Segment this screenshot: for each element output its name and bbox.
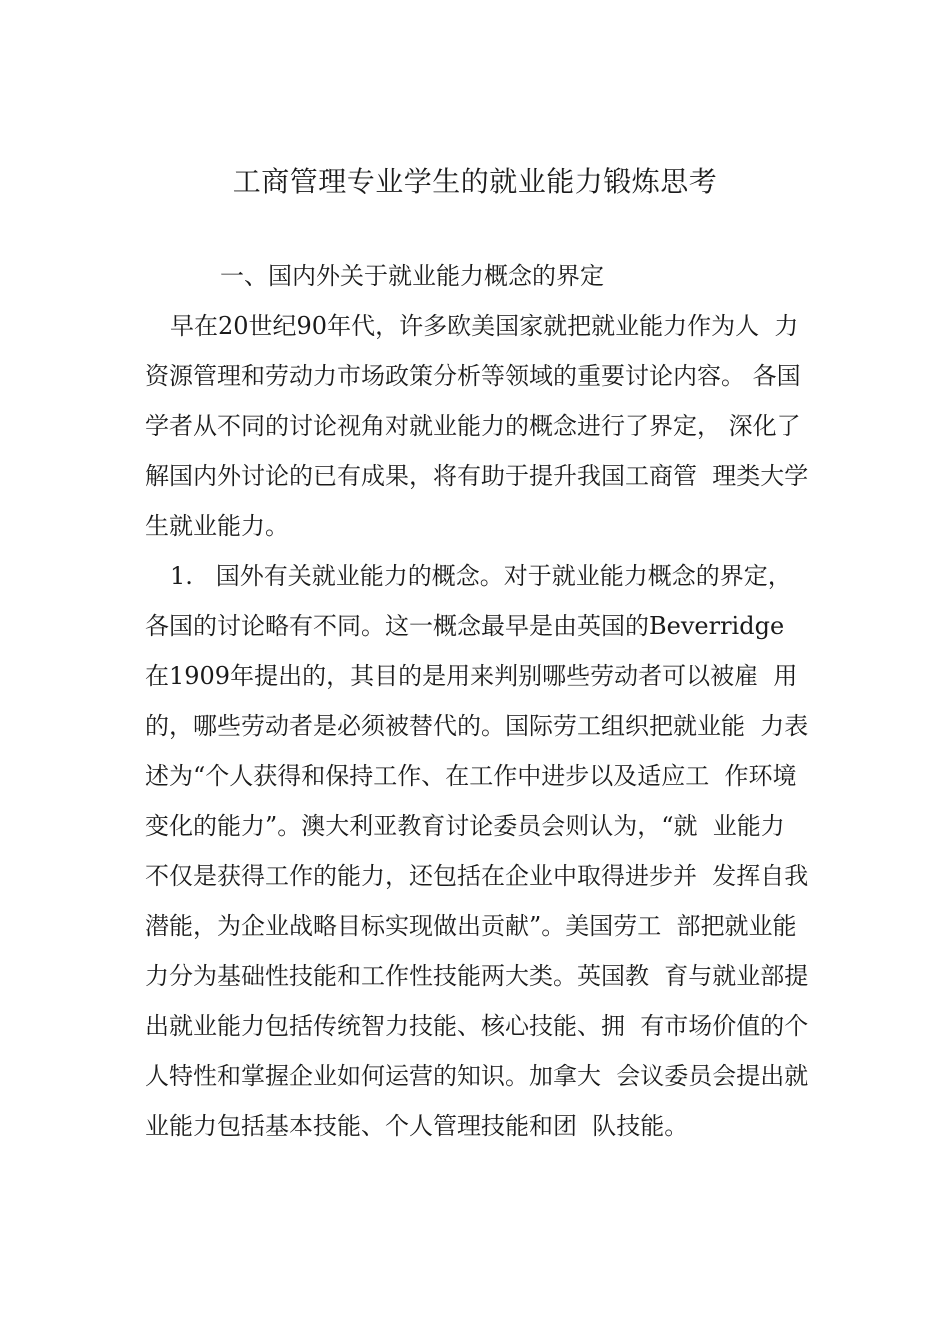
paragraph1-line-2: 资源管理和劳动力市场政策分析等领域的重要讨论内容。 各国	[145, 362, 801, 390]
paragraph2-line-6: 变化的能力”。澳大利亚教育讨论委员会则认为，“就 业能力	[145, 812, 785, 840]
paragraph2-line-7: 不仅是获得工作的能力，还包括在企业中取得进步并 发挥自我	[145, 862, 809, 890]
paragraph2-line-10: 出就业能力包括传统智力技能、核心技能、拥 有市场价值的个	[145, 1012, 809, 1040]
paragraph2-line-11: 人特性和掌握企业如何运营的知识。加拿大 会议委员会提出就	[145, 1062, 809, 1090]
paragraph1-line-5: 生就业能力。	[145, 512, 289, 540]
paragraph2-line-4: 的，哪些劳动者是必须被替代的。国际劳工组织把就业能 力表	[145, 712, 809, 740]
paragraph2-line-1: 1. 国外有关就业能力的概念。对于就业能力概念的界定，	[170, 562, 792, 590]
paragraph2-line-5: 述为“个人获得和保持工作、在工作中进步以及适应工 作环境	[145, 762, 797, 790]
paragraph2-line-3: 在1909年提出的，其目的是用来判别哪些劳动者可以被雇 用	[145, 662, 798, 690]
paragraph1-line-1: 早在20世纪90年代，许多欧美国家就把就业能力作为人 力	[170, 312, 799, 340]
document-title: 工商管理专业学生的就业能力锻炼思考	[232, 165, 718, 198]
section-heading: 一、国内外关于就业能力概念的界定	[220, 262, 604, 290]
paragraph2-line-9: 力分为基础性技能和工作性技能两大类。英国教 育与就业部提	[145, 962, 809, 990]
paragraph1-line-3: 学者从不同的讨论视角对就业能力的概念进行了界定， 深化了	[145, 412, 801, 440]
paragraph2-line-12: 业能力包括基本技能、个人管理技能和团 队技能。	[145, 1112, 689, 1140]
paragraph2-line-2: 各国的讨论略有不同。这一概念最早是由英国的Beverridge	[145, 612, 785, 640]
paragraph1-line-4: 解国内外讨论的已有成果，将有助于提升我国工商管 理类大学	[145, 462, 809, 490]
paragraph2-line-8: 潜能，为企业战略目标实现做出贡献”。美国劳工 部把就业能	[145, 912, 797, 940]
